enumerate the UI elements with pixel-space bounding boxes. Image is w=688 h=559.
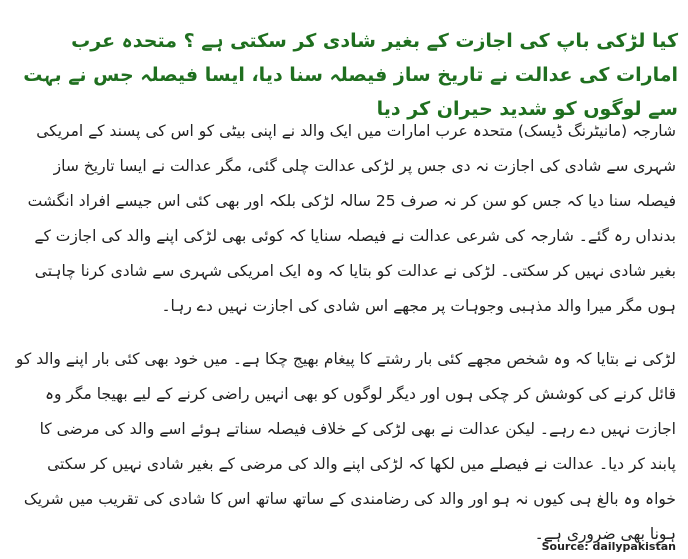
source-credit: Source: dailypakistan [541,540,676,553]
article-paragraph-2: لڑکی نے بتایا کہ وہ شخص مجھے کئی بار رشتے کا پیغام بھیج چکا ہے۔ میں خود بھی کئی بار اپنے والد کو قائل کرنے کی کوشش کر چکی ہوں اور دیگر لوگوں کو بھی انہیں راضی کرنے کے لیے بھیجا مگر وہ اجازت نہیں دے رہے۔ لیکن عدالت نے بھی لڑکی کے خلاف فیصلہ سناتے ہوئے اسے والد کی مرضی کا پابند کر دیا۔ عدالت نے فیصلے میں لکھا کہ لڑکی اپنے والد کی مرضی کے بغیر شادی نہیں کر سکتی خواہ وہ بالغ ہی کیوں نہ ہو اور والد کی رضامندی کے ساتھ ساتھ اس کا شادی کی تقریب میں شریک ہونا بھی ضروری ہے۔ [15,350,676,543]
article-paragraph-1: شارجہ (مانیٹرنگ ڈیسک) متحدہ عرب امارات میں ایک والد نے اپنی بیٹی کو اس کی پسند کے امریکی شہری سے شادی کی اجازت نہ دی جس پر لڑکی عدالت چلی گئی، مگر عدالت نے ایسا تاریخ ساز فیصلہ سنا دیا کہ جس کو سن کر نہ صرف 25 سالہ لڑکی بلکہ اور بھی کئی اس جیسے افراد انگشت بدنداں رہ گئے۔ شارجہ کی شرعی عدالت نے فیصلہ سنایا کہ کوئی بھی لڑکی اپنے والد کی اجازت کے بغیر شادی نہیں کر سکتی۔ لڑکی نے عدالت کو بتایا کہ وہ ایک امریکی شہری سے شادی کرنا چاہتی ہوں مگر میرا والد مذہبی وجوہات پر مجھے اس شادی کی اجازت نہیں دے رہا۔ [27,122,676,315]
article-headline: کیا لڑکی باپ کی اجازت کے بغیر شادی کر سکتی ہے ؟ متحدہ عرب امارات کی عدالت نے تاریخ ساز فیصلہ سنا دیا، ایسا فیصلہ جس نے بہت سے لوگوں کو شدید حیران کر دیا [23,30,678,120]
